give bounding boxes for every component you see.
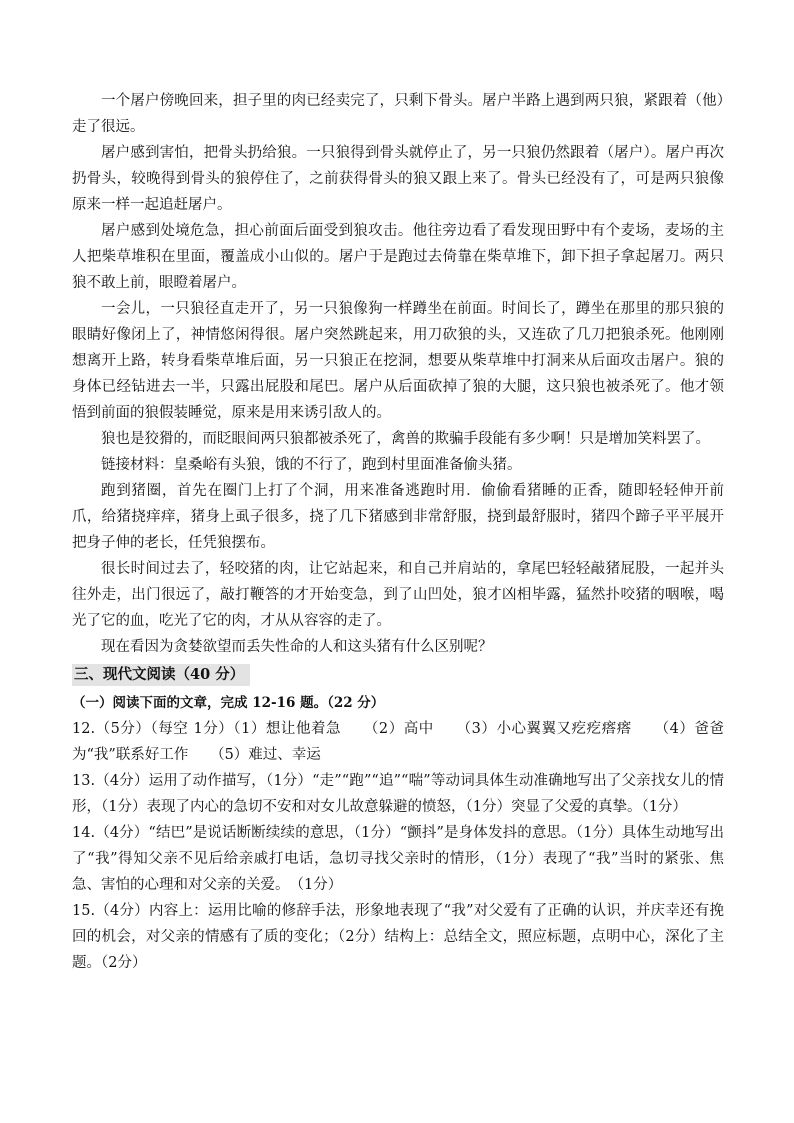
link-material-paragraph: 链接材料：皇桑峪有头狼，饿的不行了，跑到村里面准备偷头猪。 bbox=[101, 457, 522, 473]
answer-item: 14.（4分）“结巴”是说话断断续续的意思，（1分）“颤抖”是身体发抖的意思。（1分）具体生动地写出了“我”得知父亲不见后给亲戚打电话，急切寻找父亲时的情形，（1分）表现了“我”当时的紧张、焦急、害怕的心理和对父亲的关爱。 （1分） bbox=[72, 825, 724, 893]
section-heading bbox=[72, 664, 724, 686]
answer-item: 15.（4分）内容上：运用比喻的修辞手法，形象地表现了“我”对父爱有了正确的认识，并庆幸还有挽回的机会，对父亲的情感有了质的变化；（2分）结构上：总结全文，照应标题，点明中心，深化了主题。（2分） bbox=[72, 903, 724, 971]
story-paragraph: 屠户感到害怕，把骨头扔给狼。一只狼得到骨头就停止了，另一只狼仍然跟着（屠户）。屠户再次扔骨头，较晚得到骨头的狼停住了，之前获得骨头的狼又跟上来了。骨头已经没有了，可是两只狼像原来一样一起追赶屠户。 bbox=[72, 145, 724, 213]
story-question: 现在看因为贪婪欲望而丢失性命的人和这头猪有什么区别呢？ bbox=[101, 639, 493, 655]
story-paragraph: 一会儿，一只狼径直走开了，另一只狼像狗一样蹲坐在前面。时间长了，蹲坐在那里的那只狼的眼睛好像闭上了，神情悠闲得很。屠户突然跳起来，用刀砍狼的头，又连砍了几刀把狼杀死。他刚刚想离开上路，转身看柴草堆后面，另一只狼正在挖洞，想要从柴草堆中打洞来从后面攻击屠户。狼的身体已经钻进去一半，只露出屁股和尾巴。屠户从后面砍掉了狼的大腿，这只狼也被杀死了。他才领悟到前面的狼假装睡觉，原来是用来诱引敌人的。 bbox=[72, 301, 724, 421]
story-paragraph: 很长时间过去了，轻咬猪的肉，让它站起来，和自己并肩站的，拿尾巴轻轻敲猪屁股，一起并头往外走，出门很远了，敲打鞭答的才开始变急，到了山凹处，狼才凶相毕露，猛然扑咬猪的咽喉，喝光了它的血，吃光了它的肉，才从从容容的走了。 bbox=[72, 561, 724, 629]
section-title: 三、现代文阅读（40 分） bbox=[72, 664, 250, 686]
answer-item: 12.（5分）（每空 1分）（1）想让他着急 （2）高中 （3）小心翼翼又疙疙瘩瘩 （4）爸爸为“我”联系好工作 （5）难过、幸运 bbox=[72, 721, 724, 763]
story-paragraph: 屠户感到处境危急，担心前面后面受到狼攻击。他往旁边看了看发现田野中有个麦场，麦场的主人把柴草堆积在里面，覆盖成小山似的。屠户于是跑过去倚靠在柴草堆下，卸下担子拿起屠刀。两只狼不敢上前，眼瞪着屠户。 bbox=[72, 223, 724, 291]
story-paragraph: 狼也是狡猾的，而眨眼间两只狼都被杀死了，禽兽的欺骗手段能有多少啊！只是增加笑料罢了。 bbox=[101, 431, 710, 447]
story-paragraph: 一个屠户傍晚回来，担子里的肉已经卖完了，只剩下骨头。屠户半路上遇到两只狼，紧跟着（他）走了很远。 bbox=[72, 93, 724, 135]
answer-item: 13.（4分）运用了动作描写，（1分）“走”“跑”“追”“喘”等动词具体生动准确地写出了父亲找女儿的情形，（1分）表现了内心的急切不安和对女儿故意躲避的愤怒，（1分）突显了父爱的真挚。（1分） bbox=[72, 773, 724, 815]
story-paragraph: 跑到猪圈，首先在圈门上打了个洞，用来准备逃跑时用．偷偷看猪睡的正香，随即轻轻伸开前爪，给猪挠痒痒，猪身上虱子很多，挠了几下猪感到非常舒服，挠到最舒服时，猪四个蹄子平平展开把身子伸的老长，任凭狼摆布。 bbox=[72, 483, 724, 551]
document-page bbox=[72, 88, 724, 976]
subsection-heading: （一）阅读下面的文章，完成 12-16 题。（22 分） bbox=[72, 695, 385, 711]
